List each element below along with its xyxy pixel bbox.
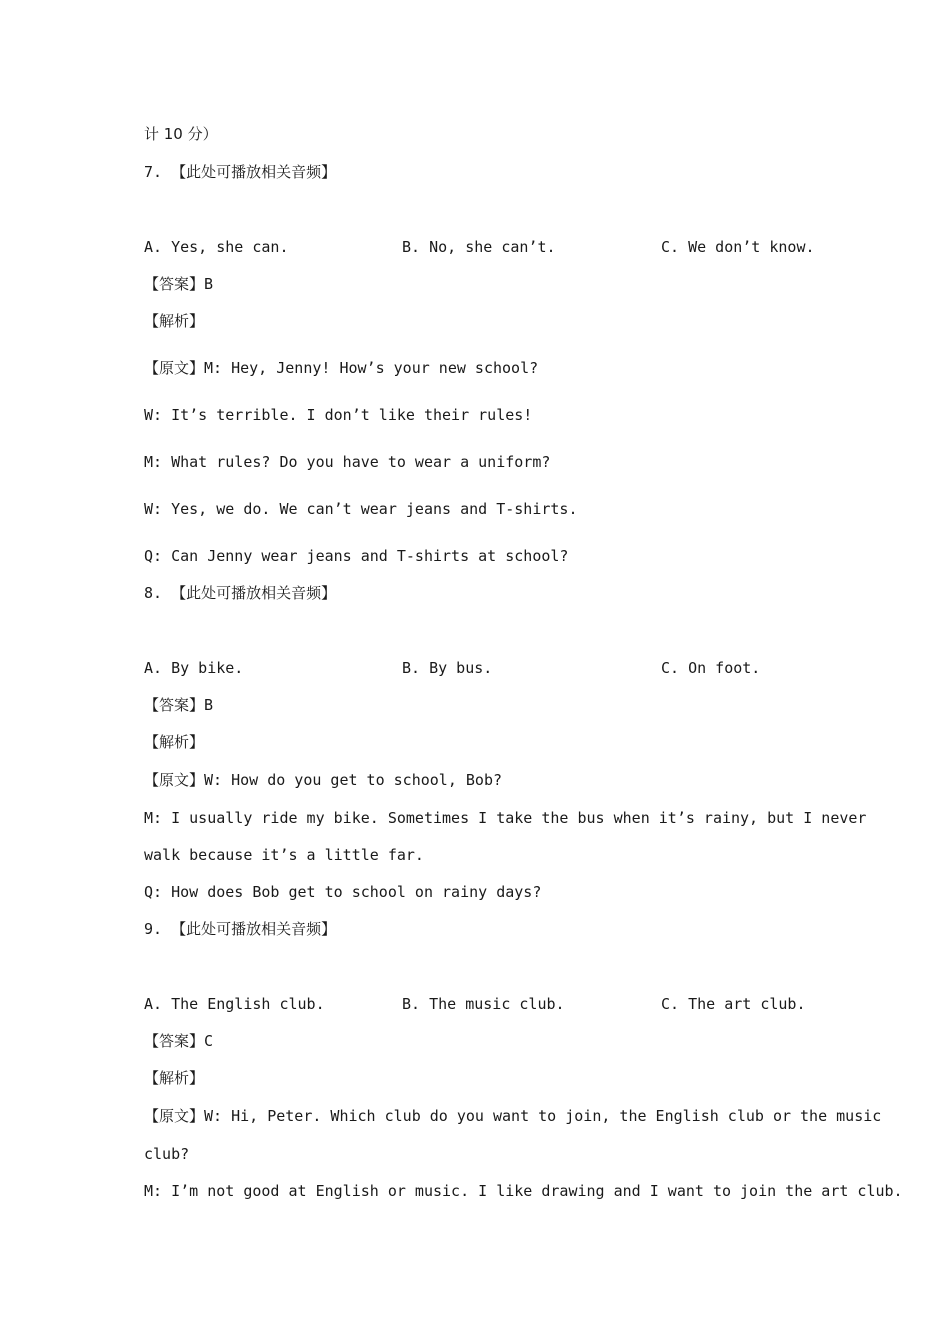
answer: 【答案】B — [144, 696, 214, 714]
answer: 【答案】B — [144, 275, 214, 293]
option-b: B. By bus. — [402, 659, 493, 677]
analysis-label: 【解析】 — [144, 1069, 205, 1087]
option-c: C. We don’t know. — [661, 238, 815, 256]
transcript-line: club? — [144, 1145, 190, 1163]
transcript-line: W: Yes, we do. We can’t wear jeans and T-shirts. — [144, 500, 578, 518]
transcript-line: Q: Can Jenny wear jeans and T-shirts at school? — [144, 547, 569, 565]
analysis-label: 【解析】 — [144, 312, 205, 330]
header-fragment: 计 10 分） — [144, 125, 218, 143]
transcript-line: M: I’m not good at English or music. I like drawing and I want to join the art club. — [144, 1182, 903, 1200]
transcript-line: walk because it’s a little far. — [144, 846, 424, 864]
option-a: A. Yes, she can. — [144, 238, 289, 256]
transcript-line: 【原文】M: Hey, Jenny! How’s your new school? — [144, 359, 539, 377]
question-title: 8. 【此处可播放相关音频】 — [144, 584, 337, 602]
answer: 【答案】C — [144, 1032, 214, 1050]
option-a: A. By bike. — [144, 659, 244, 677]
transcript-line: Q: How does Bob get to school on rainy days? — [144, 883, 542, 901]
option-c: C. On foot. — [661, 659, 761, 677]
analysis-label: 【解析】 — [144, 733, 205, 751]
transcript-line: M: What rules? Do you have to wear a uniform? — [144, 453, 551, 471]
option-b: B. The music club. — [402, 995, 565, 1013]
option-c: C. The art club. — [661, 995, 806, 1013]
transcript-line: W: It’s terrible. I don’t like their rules! — [144, 406, 533, 424]
transcript-line: 【原文】W: How do you get to school, Bob? — [144, 771, 503, 789]
transcript-line: M: I usually ride my bike. Sometimes I take the bus when it’s rainy, but I never — [144, 809, 867, 827]
option-b: B. No, she can’t. — [402, 238, 556, 256]
transcript-line: 【原文】W: Hi, Peter. Which club do you want to join, the English club or the music — [144, 1107, 882, 1125]
option-a: A. The English club. — [144, 995, 325, 1013]
question-title: 7. 【此处可播放相关音频】 — [144, 163, 337, 181]
question-title: 9. 【此处可播放相关音频】 — [144, 920, 337, 938]
